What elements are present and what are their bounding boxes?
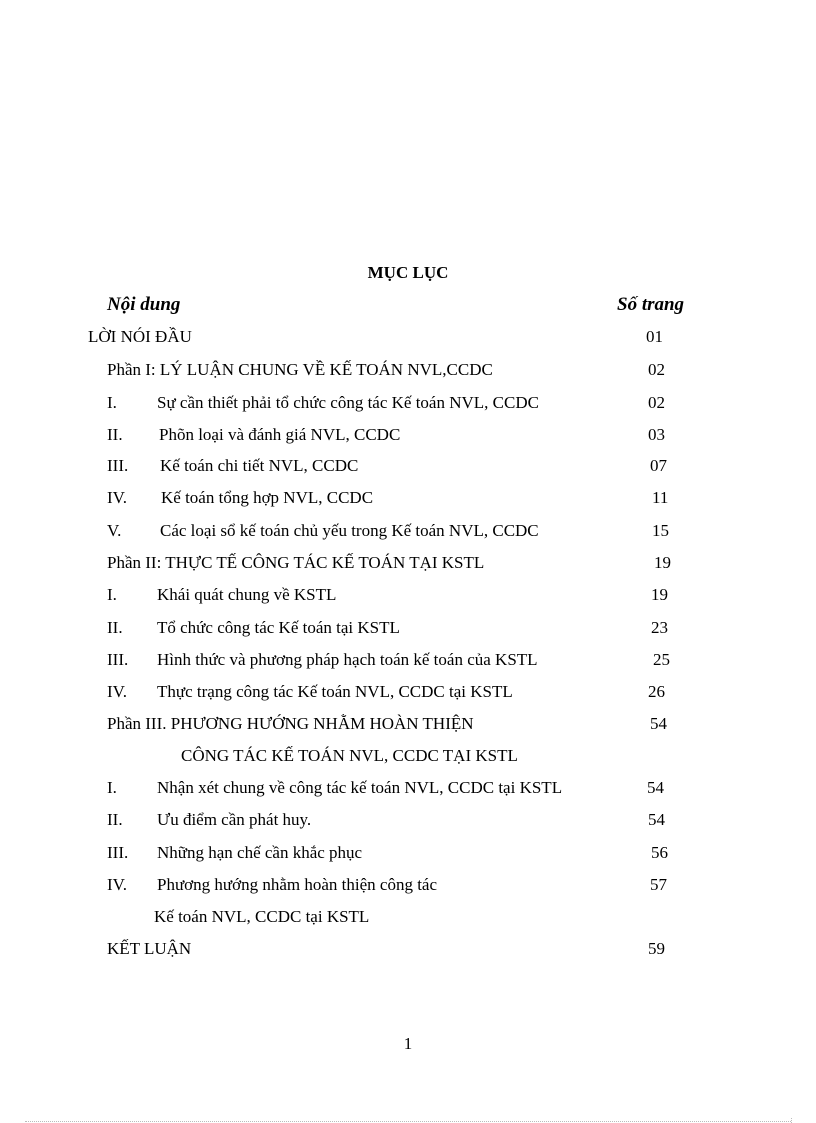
toc-item-number: IV. (107, 488, 127, 507)
toc-entry-conclusion: KẾT LUẬN (107, 939, 192, 958)
toc-entry-intro: LỜI NÓI ĐẦU (88, 327, 192, 346)
toc-item-page: 23 (651, 618, 668, 637)
toc-item-text: Khái quát chung về KSTL (157, 585, 337, 604)
toc-part-2-title: Phần II: THỰC TẾ CÔNG TÁC KẾ TOÁN TẠI KSTL (107, 553, 485, 572)
toc-part-3-title: Phần III. PHƯƠNG HƯỚNG NHẰM HOÀN THIỆN (107, 714, 474, 733)
toc-item-number: V. (107, 521, 122, 540)
toc-item-number: III. (107, 650, 129, 669)
toc-item-number: IV. (107, 875, 127, 894)
toc-item-text: Hình thức và phương pháp hạch toán kế toán của KSTL (157, 650, 538, 669)
toc-item-page: 15 (652, 521, 669, 540)
toc-item-page: 07 (650, 456, 667, 475)
toc-item-text: Kế toán chi tiết NVL, CCDC (160, 456, 359, 475)
toc-item-number: III. (107, 843, 129, 862)
toc-part-3-title-continued: CÔNG TÁC KẾ TOÁN NVL, CCDC TẠI KSTL (181, 746, 518, 765)
page-bottom-edge (25, 1121, 791, 1122)
toc-item-page: 54 (647, 778, 664, 797)
toc-item-page: 11 (652, 488, 669, 507)
toc-item-page: 56 (651, 843, 668, 862)
toc-item-number: I. (107, 585, 117, 604)
toc-item-number: II. (107, 425, 123, 444)
toc-item-text: Sự cần thiết phải tổ chức công tác Kế toán NVL, CCDC (157, 393, 539, 412)
toc-item-text: Phương hướng nhằm hoàn thiện công tác (157, 875, 438, 894)
toc-item-number: III. (107, 456, 129, 475)
page-column-header: Số trang (617, 294, 685, 315)
toc-item-text: Các loại sổ kế toán chủ yếu trong Kế toán NVL, CCDC (160, 521, 539, 540)
toc-part-3-page: 54 (650, 714, 667, 733)
toc-item-page: 25 (653, 650, 670, 669)
toc-item-page: 57 (650, 875, 667, 894)
toc-item-page: 03 (648, 425, 665, 444)
toc-item-page: 19 (651, 585, 668, 604)
content-column-header: Nội dung (107, 294, 181, 315)
toc-title: MỤC LỤC (367, 263, 449, 282)
toc-item-text: Nhận xét chung về công tác kế toán NVL, CCDC tại KSTL (157, 778, 563, 797)
toc-item-text: Tổ chức công tác Kế toán tại KSTL (157, 618, 400, 637)
toc-item-text: Thực trạng công tác Kế toán NVL, CCDC tại KSTL (157, 682, 513, 701)
toc-item-number: I. (107, 778, 117, 797)
toc-part-1-page: 02 (648, 360, 665, 379)
toc-part-2-page: 19 (654, 553, 671, 572)
toc-part-1-title: Phần I: LÝ LUẬN CHUNG VỀ KẾ TOÁN NVL,CCDC (107, 360, 493, 379)
toc-item-text: Kế toán tổng hợp NVL, CCDC (161, 488, 374, 507)
page-number: 1 (403, 1034, 413, 1053)
toc-item-page: 02 (648, 393, 665, 412)
toc-item-number: II. (107, 618, 123, 637)
page-corner-mark (791, 1118, 792, 1123)
toc-item-number: I. (107, 393, 117, 412)
toc-item-text: Những hạn chế cần khắc phục (157, 843, 363, 862)
toc-page-intro: 01 (646, 327, 663, 346)
toc-item-text: Phõn loại và đánh giá NVL, CCDC (159, 425, 401, 444)
toc-item-number: II. (107, 810, 123, 829)
toc-item-page: 26 (648, 682, 665, 701)
toc-item-text-continued: Kế toán NVL, CCDC tại KSTL (154, 907, 370, 926)
toc-item-number: IV. (107, 682, 127, 701)
toc-page-conclusion: 59 (648, 939, 665, 958)
toc-item-page: 54 (648, 810, 665, 829)
toc-item-text: Ưu điểm cần phát huy. (157, 810, 312, 829)
